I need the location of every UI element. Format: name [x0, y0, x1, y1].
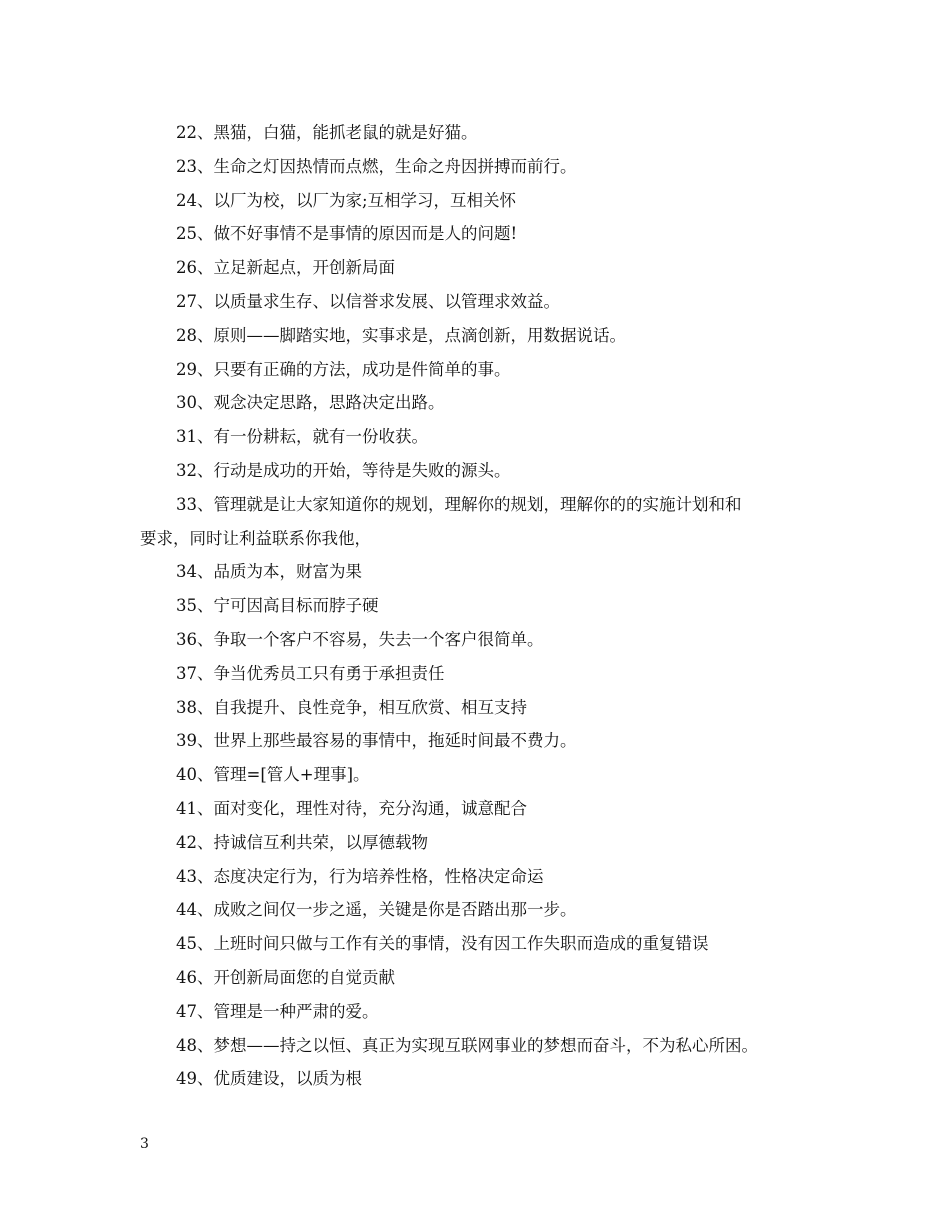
text-line: 43、态度决定行为，行为培养性格，性格决定命运 — [176, 866, 544, 886]
text-line: 24、以厂为校，以厂为家;互相学习，互相关怀 — [176, 190, 517, 210]
text-line: 30、观念决定思路，思路决定出路。 — [176, 393, 445, 413]
text-line: 29、只要有正确的方法，成功是件简单的事。 — [176, 359, 511, 379]
text-line: 44、成败之间仅一步之遥，关键是你是否踏出那一步。 — [176, 900, 577, 920]
text-line: 41、面对变化，理性对待，充分沟通，诚意配合 — [176, 798, 527, 818]
text-line: 38、自我提升、良性竞争，相互欣赏、相互支持 — [176, 697, 527, 717]
text-line: 35、宁可因高目标而脖子硬 — [176, 596, 379, 616]
text-line: 45、上班时间只做与工作有关的事情，没有因工作失职而造成的重复错误 — [176, 934, 709, 954]
text-line: 22、黑猫，白猫，能抓老鼠的就是好猫。 — [176, 123, 478, 142]
text-line: 23、生命之灯因热情而点燃，生命之舟因拼搏而前行。 — [176, 156, 577, 176]
text-line: 36、争取一个客户不容易，失去一个客户很简单。 — [176, 629, 544, 649]
text-line: 25、做不好事情不是事情的原因而是人的问题! — [176, 224, 518, 244]
text-line: 47、管理是一种严肃的爱。 — [176, 1001, 379, 1021]
text-line: 49、优质建设，以质为根 — [176, 1069, 362, 1089]
page-number: 3 — [140, 1136, 149, 1152]
text-line: 33、管理就是让大家知道你的规划，理解你的规划，理解你的的实施计划和和 — [176, 494, 742, 514]
document-body — [140, 116, 830, 1096]
text-line: 48、梦想——持之以恒、真正为实现互联网事业的梦想而奋斗，不为私心所困。 — [176, 1035, 758, 1055]
text-line: 26、立足新起点，开创新局面 — [176, 258, 395, 278]
text-line: 32、行动是成功的开始，等待是失败的源头。 — [176, 460, 511, 480]
text-line: 40、管理=[管人+理事]。 — [176, 765, 370, 785]
text-line: 31、有一份耕耘，就有一份收获。 — [176, 427, 428, 447]
text-line: 42、持诚信互利共荣，以厚德载物 — [176, 832, 428, 852]
text-line: 28、原则——脚踏实地，实事求是，点滴创新，用数据说话。 — [176, 325, 626, 345]
text-line-continuation: 要求，同时让利益联系你我他， — [140, 528, 371, 548]
text-line: 39、世界上那些最容易的事情中，拖延时间最不费力。 — [176, 731, 577, 751]
text-line: 46、开创新局面您的自觉贡献 — [176, 967, 395, 987]
text-line: 34、品质为本，财富为果 — [176, 562, 362, 582]
text-line: 27、以质量求生存、以信誉求发展、以管理求效益。 — [176, 291, 560, 311]
text-line: 37、争当优秀员工只有勇于承担责任 — [176, 663, 445, 683]
